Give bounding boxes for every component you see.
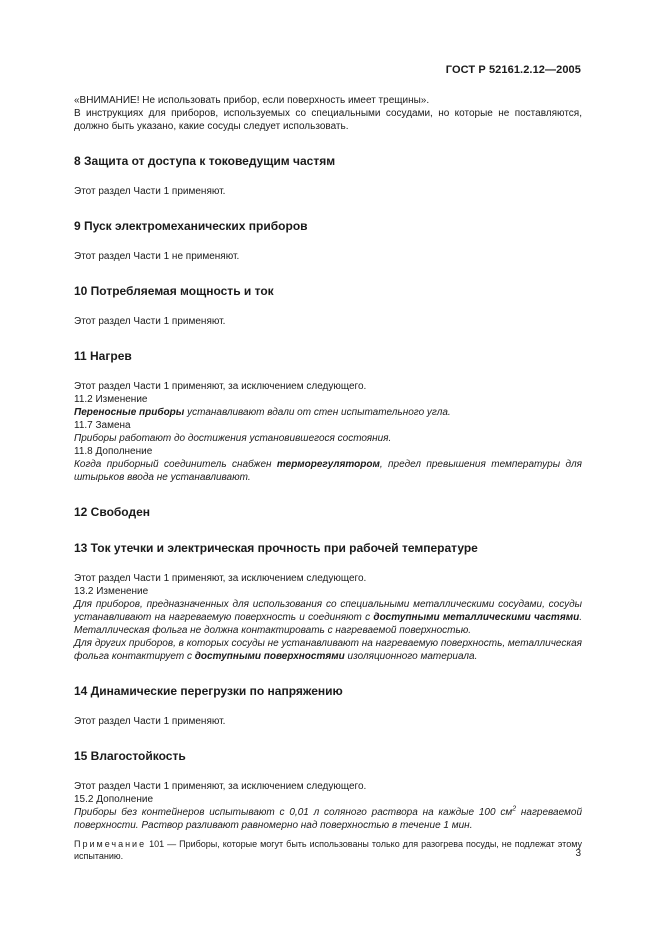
section-14-text: Этот раздел Части 1 применяют. (74, 716, 226, 727)
standard-header: ГОСТ Р 52161.2.12—2005 (445, 64, 581, 76)
clause-13-2-para-1 (74, 598, 582, 637)
term-accessible-surfaces: доступными поверхностями (194, 651, 345, 662)
clause-13-2-p1-pre: Для приборов, предназначенных для использования со специальными металлическими сосудами, сосуды устанавливают на нагреваемую поверхность и соединяют с (74, 599, 582, 623)
section-8-title: 8 Защита от доступа к токоведущим частям (74, 154, 336, 168)
clause-13-2-p2-pre: Для других приборов, в которых сосуды не устанавливают на нагреваемую поверхность, металлическая фольга контактирует с (74, 638, 582, 662)
clause-13-2-para-2 (74, 637, 582, 663)
term-accessible-metal-parts: доступными металлическими частями (373, 612, 580, 623)
note-text: 101 — Приборы, которые могут быть использованы только для разогрева посуды, не подлежат этому испытанию. (74, 839, 582, 861)
superscript-2: 2 (512, 805, 517, 813)
clause-13-2-heading: 13.2 Изменение (74, 586, 149, 597)
section-13-text: Этот раздел Части 1 применяют, за исключением следующего. (74, 573, 367, 584)
clause-11-2-heading: 11.2 Изменение (74, 394, 148, 405)
clause-11-7-text: Приборы работают до достижения установившегося состояния. (74, 433, 392, 444)
document-body (74, 94, 582, 862)
note-101 (74, 838, 582, 862)
clause-11-8-heading: 11.8 Дополнение (74, 446, 153, 457)
clause-11-2-text (74, 406, 582, 419)
clause-11-8-text (74, 458, 582, 484)
clause-11-2-rest: устанавливают вдали от стен испытательного угла. (184, 407, 451, 418)
section-10-title: 10 Потребляемая мощность и ток (74, 284, 274, 298)
note-label: Примечание (74, 839, 147, 849)
clause-11-7-heading: 11.7 Замена (74, 420, 131, 431)
section-8-text: Этот раздел Части 1 применяют. (74, 186, 226, 197)
clause-15-2-pre: Приборы без контейнеров испытывают с 0,01 л соляного раствора на каждые 100 см (74, 807, 513, 818)
section-15-title: 15 Влагостойкость (74, 749, 186, 763)
section-9-title: 9 Пуск электромеханических приборов (74, 219, 308, 233)
clause-15-2-text (74, 806, 582, 832)
section-14-title: 14 Динамические перегрузки по напряжению (74, 684, 343, 698)
section-9-text: Этот раздел Части 1 не применяют. (74, 251, 240, 262)
section-11-text: Этот раздел Части 1 применяют, за исключением следующего. (74, 381, 367, 392)
page-number: 3 (575, 848, 581, 859)
section-10-text: Этот раздел Части 1 применяют. (74, 316, 226, 327)
term-portable-devices: Переносные приборы (74, 407, 185, 418)
section-13-title: 13 Ток утечки и электрическая прочность при рабочей температуре (74, 541, 478, 555)
clause-11-8-pre: Когда приборный соединитель снабжен (74, 459, 277, 470)
clause-15-2-heading: 15.2 Дополнение (74, 794, 154, 805)
section-15-text: Этот раздел Части 1 применяют, за исключением следующего. (74, 781, 367, 792)
section-11-title: 11 Нагрев (74, 349, 132, 363)
clause-15-2-post: нагреваемой поверхности. Раствор разливают равномерно над поверхностью в течение 1 мин. (74, 807, 583, 831)
instructions-paragraph: В инструкциях для приборов, используемых со специальными сосудами, но которые не поставляются, должно быть указано, какие сосуды следует использовать. (74, 108, 582, 132)
clause-13-2-p1-post: . Металлическая фольга не должна контактировать с нагреваемой поверхностью. (74, 612, 582, 636)
term-thermostat: терморегулятором (276, 459, 380, 470)
warning-paragraph: «ВНИМАНИЕ! Не использовать прибор, если поверхность имеет трещины». (74, 95, 430, 106)
clause-11-8-post: , предел превышения температуры для штырьков ввода не устанавливают. (74, 459, 582, 483)
section-12-title: 12 Свободен (74, 505, 151, 519)
clause-13-2-p2-post: изоляционного материала. (344, 651, 478, 662)
